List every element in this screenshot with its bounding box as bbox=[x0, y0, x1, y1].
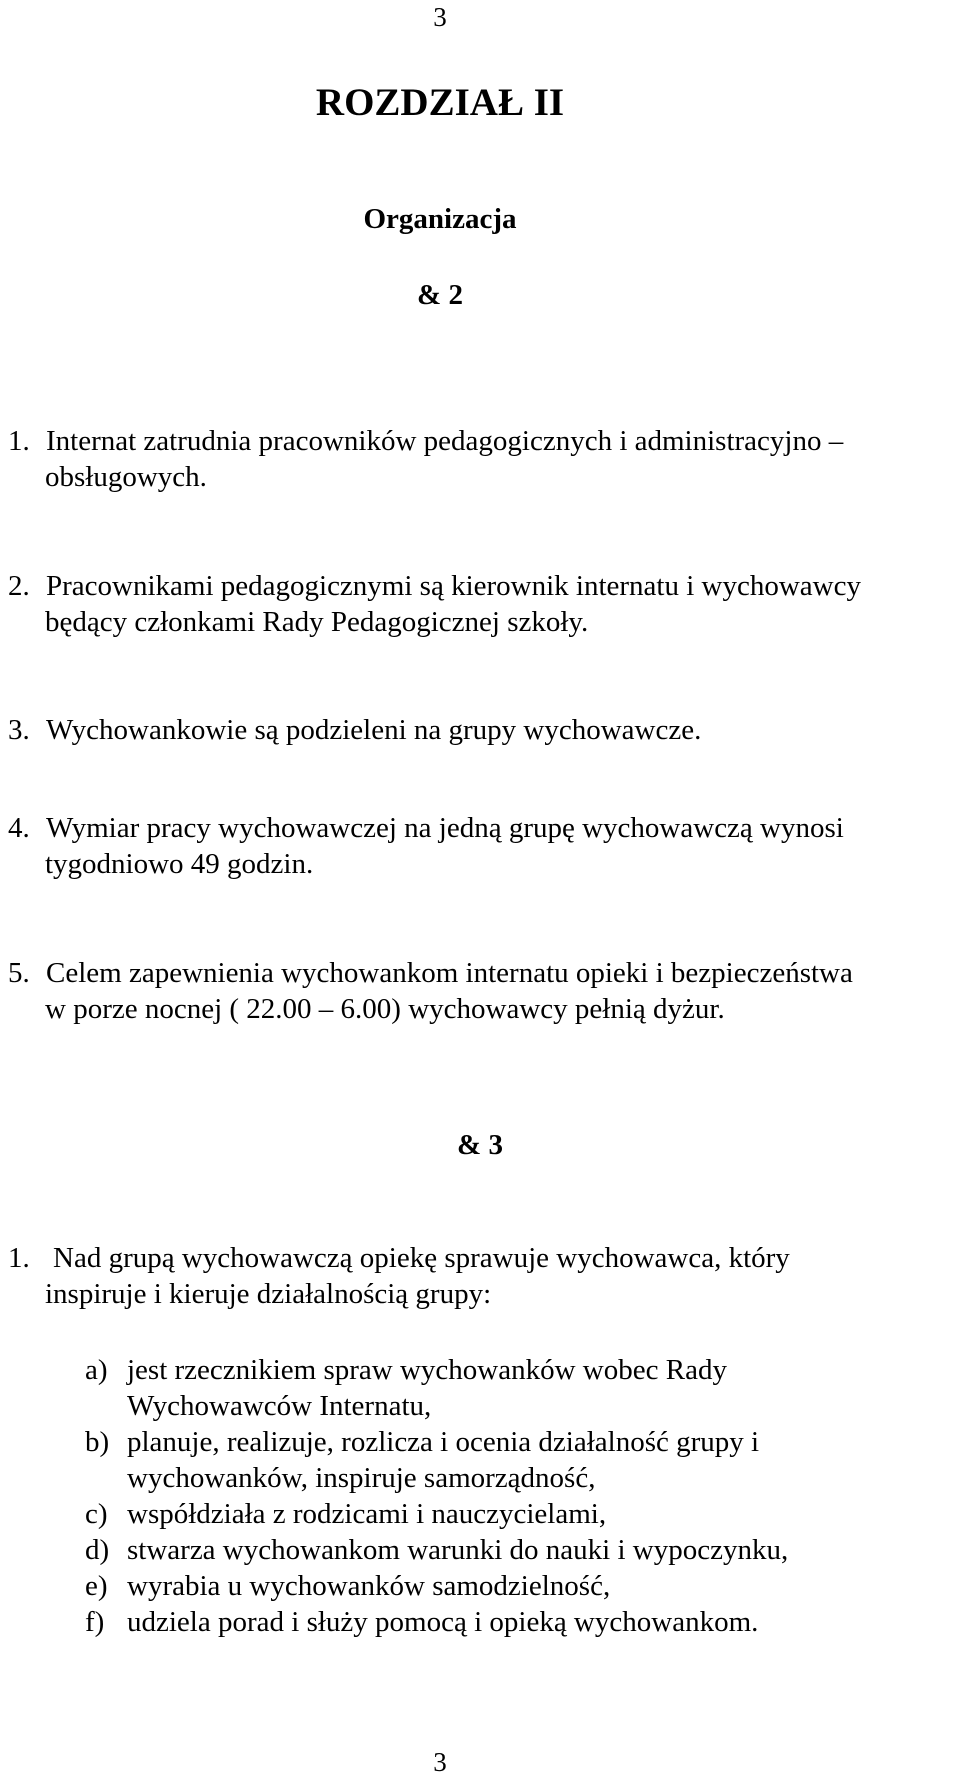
item-number: 5. bbox=[8, 957, 30, 989]
item-text-line1: Celem zapewnienia wychowankom internatu opieki i bezpieczeństwa bbox=[46, 957, 853, 989]
list-item bbox=[8, 712, 948, 748]
sub-item-text-line1: jest rzecznikiem spraw wychowanków wobec Rady bbox=[127, 1354, 727, 1386]
sub-item-text-line1: wyrabia u wychowanków samodzielność, bbox=[127, 1570, 611, 1602]
sub-item-text-line2: Wychowawców Internatu, bbox=[127, 1390, 432, 1422]
paragraph-mark-2: & 2 bbox=[417, 279, 463, 311]
sub-item-letter: a) bbox=[85, 1354, 108, 1386]
item-text-line2: w porze nocnej ( 22.00 – 6.00) wychowawcy pełnią dyżur. bbox=[45, 993, 725, 1025]
paragraph-3-item bbox=[8, 1240, 948, 1312]
list-item bbox=[8, 423, 948, 495]
duties-sub-list bbox=[0, 1352, 960, 1640]
item-number: 1. bbox=[8, 425, 30, 457]
sub-list-item bbox=[0, 1424, 960, 1496]
item-text-line1: Pracownikami pedagogicznymi są kierownik internatu i wychowawcy bbox=[46, 570, 861, 602]
item-text-line2: będący członkami Rady Pedagogicznej szkoły. bbox=[45, 606, 589, 638]
item-text-line1: Nad grupą wychowawczą opiekę sprawuje wychowawca, który bbox=[53, 1242, 790, 1274]
page-number-bottom: 3 bbox=[433, 1747, 447, 1777]
page-number-top: 3 bbox=[433, 2, 447, 32]
sub-list-item bbox=[0, 1568, 960, 1604]
paragraph-mark-3: & 3 bbox=[457, 1129, 503, 1161]
list-item bbox=[8, 955, 948, 1027]
sub-list-item bbox=[0, 1532, 960, 1568]
sub-list-item bbox=[0, 1352, 960, 1424]
sub-list-item bbox=[0, 1604, 960, 1640]
sub-list-item bbox=[0, 1496, 960, 1532]
sub-item-text-line2: wychowanków, inspiruje samorządność, bbox=[127, 1462, 596, 1494]
sub-item-text-line1: planuje, realizuje, rozlicza i ocenia działalność grupy i bbox=[127, 1426, 760, 1458]
sub-item-text-line1: stwarza wychowankom warunki do nauki i wypoczynku, bbox=[127, 1534, 789, 1566]
sub-item-letter: c) bbox=[85, 1498, 108, 1530]
item-text-line2: inspiruje i kieruje działalnością grupy: bbox=[45, 1278, 492, 1310]
sub-item-letter: d) bbox=[85, 1534, 110, 1566]
sub-item-letter: f) bbox=[85, 1606, 105, 1638]
sub-item-text-line1: współdziała z rodzicami i nauczycielami, bbox=[127, 1498, 607, 1530]
item-number: 2. bbox=[8, 570, 30, 602]
list-item bbox=[8, 568, 948, 640]
item-number: 1. bbox=[8, 1242, 30, 1274]
sub-item-letter: e) bbox=[85, 1570, 108, 1602]
item-number: 4. bbox=[8, 812, 30, 844]
list-item bbox=[8, 810, 948, 882]
sub-item-text-line1: udziela porad i służy pomocą i opieką wychowankom. bbox=[127, 1606, 759, 1638]
item-text-line1: Wymiar pracy wychowawczej na jedną grupę wychowawczą wynosi bbox=[46, 812, 844, 844]
item-text-line1: Internat zatrudnia pracowników pedagogicznych i administracyjno – bbox=[46, 425, 844, 457]
section-title: Organizacja bbox=[363, 203, 517, 235]
item-text-line1: Wychowankowie są podzieleni na grupy wychowawcze. bbox=[46, 714, 702, 746]
item-number: 3. bbox=[8, 714, 30, 746]
sub-item-letter: b) bbox=[85, 1426, 110, 1458]
chapter-title: ROZDZIAŁ II bbox=[315, 81, 565, 124]
item-text-line2: tygodniowo 49 godzin. bbox=[45, 848, 314, 880]
item-text-line2: obsługowych. bbox=[45, 461, 207, 493]
